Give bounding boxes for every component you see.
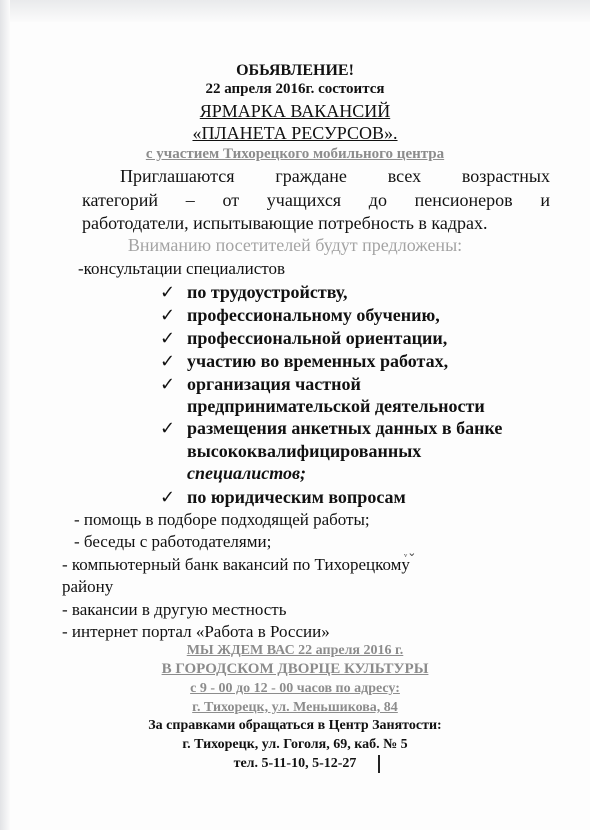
intro-line-2: категорий – от учащихся до пенсионеров и [82, 190, 550, 210]
offer-line: Вниманию посетителей будут предложены: [127, 235, 463, 255]
contact-intro: За справками обращаться в Центр Занятости: [148, 718, 442, 733]
checkmark-icon: ✓ [160, 328, 176, 349]
intro-line-3: работодатели, испытывающие потребность в кадрах. [82, 213, 488, 233]
consultation-item: профессиональной ориентации, [187, 328, 448, 348]
consultation-item: размещения анкетных данных в банке [187, 418, 503, 438]
consultation-item: профессиональному обучению, [187, 305, 440, 325]
consultation-item-continued: высококвалифицированных [187, 441, 422, 461]
scan-artifact-mark: ᵥ⌄ [404, 547, 417, 559]
scan-shadow-top [0, 0, 590, 22]
service-item: - помощь в подборе подходящей работы; [74, 510, 370, 529]
checkmark-icon: ✓ [160, 374, 176, 395]
time-line: с 9 - 00 до 12 - 00 часов по адресу: [190, 681, 400, 696]
consultations-heading: -консультации специалистов [78, 259, 285, 278]
participation-line: с участием Тихорецкого мобильного центра [145, 146, 445, 162]
consultation-item-continued: специалистов; [187, 463, 307, 483]
intro-line-1: Приглашаются граждане всех возрастных [120, 166, 550, 186]
checkmark-icon: ✓ [160, 305, 176, 326]
venue-line: В ГОРОДСКОМ ДВОРЦЕ КУЛЬТУРЫ [161, 661, 429, 677]
consultation-item: по юридическим вопросам [187, 487, 406, 507]
service-item: - интернет портал «Работа в России» [62, 622, 330, 641]
venue-address: г. Тихорецк, ул. Меньшикова, 84 [192, 700, 398, 715]
consultation-item-continued: предпринимательской деятельности [187, 396, 485, 416]
contact-phones: тел. 5-11-10, 5-12-27 [233, 756, 357, 771]
checkmark-icon: ✓ [160, 282, 176, 303]
service-item: - компьютерный банк вакансий по Тихорецкому [62, 555, 410, 574]
consultation-item: участию во временных работах, [187, 351, 449, 371]
event-title: ЯРМАРКА ВАКАНСИЙ [199, 101, 391, 121]
scan-artifact-bar [378, 755, 380, 773]
checkmark-icon: ✓ [160, 487, 176, 508]
event-date-line: 22 апреля 2016г. состоится [205, 81, 385, 97]
invitation-line: МЫ ЖДЕМ ВАС 22 апреля 2016 г. [186, 643, 404, 658]
event-name: «ПЛАНЕТА РЕСУРСОВ». [192, 123, 398, 143]
announcement-heading: ОБЬЯВЛЕНИЕ! [236, 62, 354, 79]
service-item-continued: районy [62, 577, 114, 596]
checkmark-icon: ✓ [160, 351, 176, 372]
consultation-item: организация частной [187, 374, 361, 394]
consultation-item: по трудоустройству, [187, 282, 348, 302]
service-item: - вакансии в другую местность [62, 600, 287, 619]
contact-address: г. Тихорецк, ул. Гоголя, 69, каб. № 5 [182, 737, 408, 752]
checkmark-icon: ✓ [160, 418, 176, 439]
service-item: - беседы с работодателями; [74, 532, 272, 551]
